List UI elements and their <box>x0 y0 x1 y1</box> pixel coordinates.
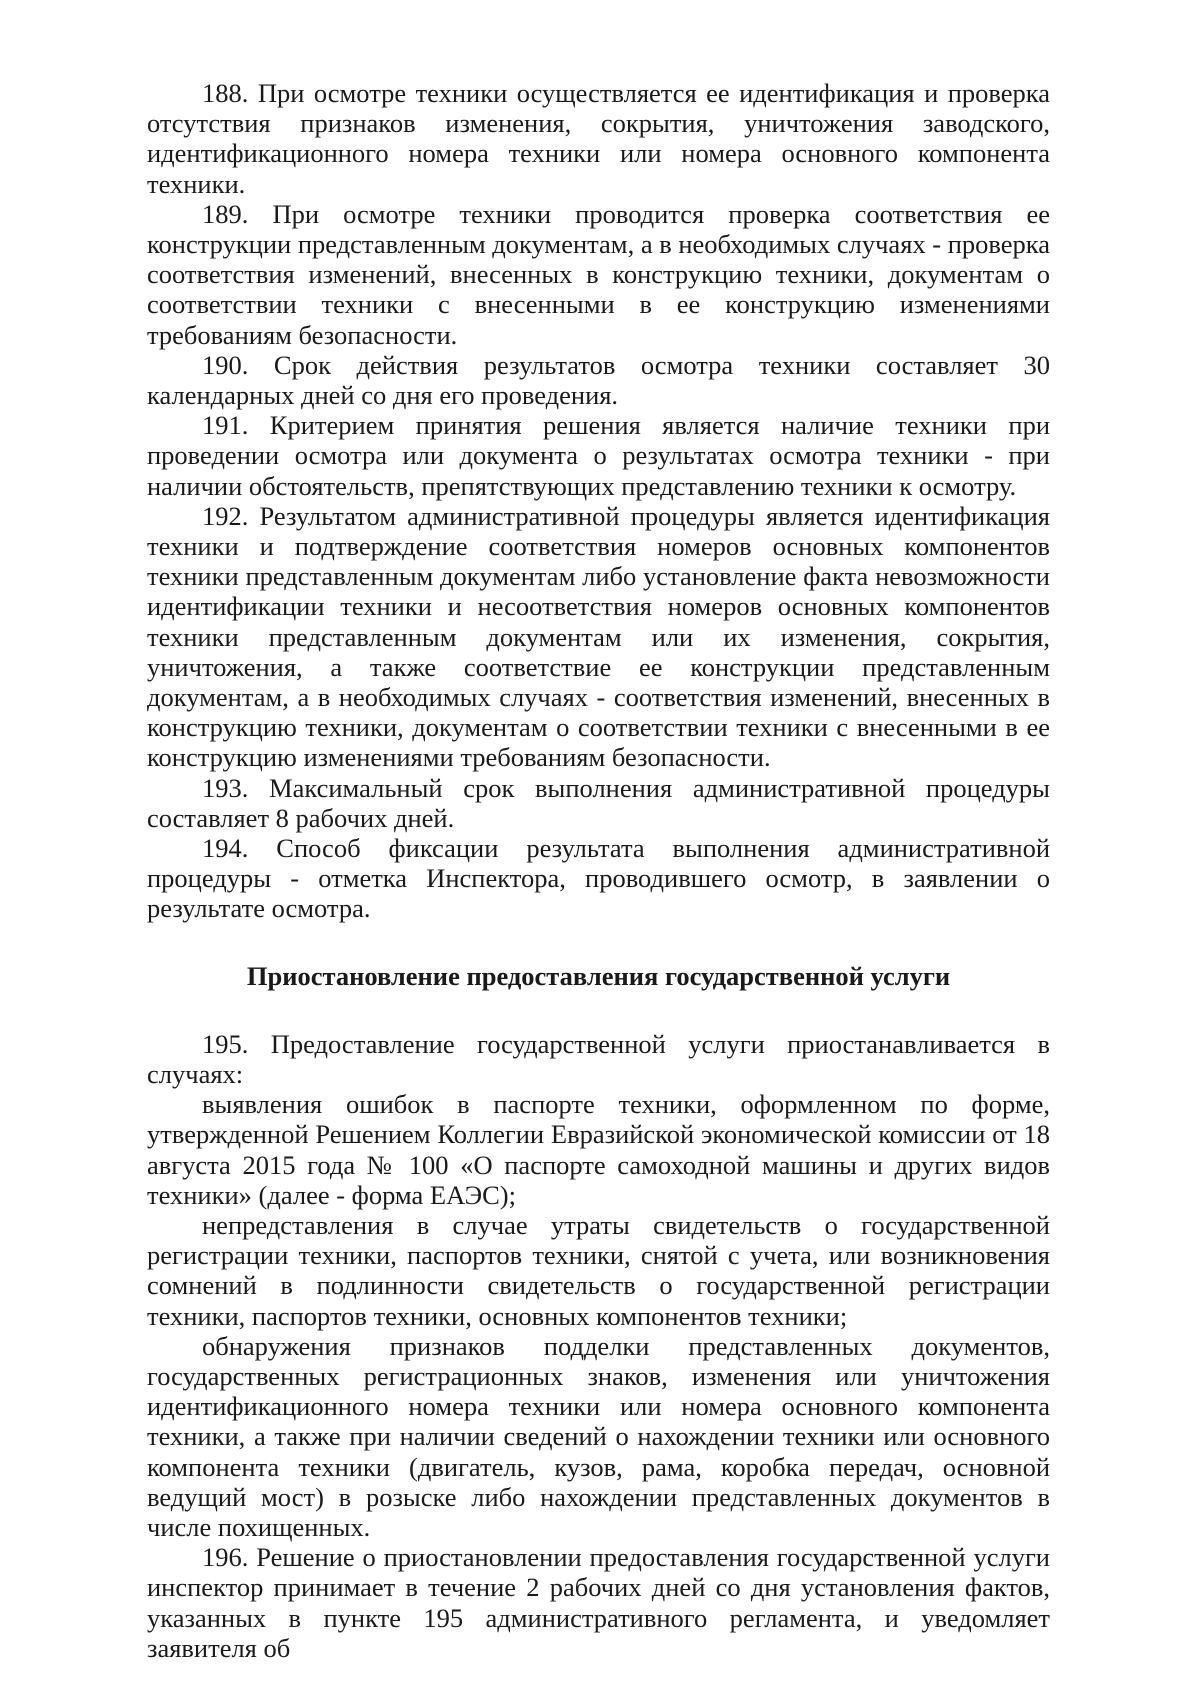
paragraph-193: 193. Максимальный срок выполнения административной процедуры составляет 8 рабочих дней. <box>147 772 1050 833</box>
document-page <box>147 78 1050 1663</box>
paragraph-196: 196. Решение о приостановлении предоставления государственной услуги инспектор принимает в течение 2 рабочих дней со дня установления фактов, указанных в пункте 195 административного регламента, и уведомляет заявителя об <box>147 1542 1050 1663</box>
paragraph-190: 190. Срок действия результатов осмотра техники составляет 30 календарных дней со дня его проведения. <box>147 349 1050 411</box>
paragraph-194: 194. Способ фиксации результата выполнения административной процедуры - отметка Инспектора, проводившего осмотр, в заявлении о результате осмотра. <box>147 833 1050 924</box>
paragraph-195-case-errors: выявления ошибок в паспорте техники, оформленном по форме, утвержденной Решением Коллегии Евразийской экономической комиссии от 18 августа 2015 года № 100 «О паспорте самоходной машины и других видов техники» (далее - форма ЕАЭС); <box>147 1089 1050 1210</box>
paragraph-192: 192. Результатом административной процедуры является идентификация техники и подтверждение соответствия номеров основных компонентов техники представленным документам либо установление факта невозможности идентификации техники и несоответствия номеров основных компонентов техники представленным документам или их изменения, сокрытия, уничтожения, а также соответствие ее конструкции представленным документам, а в необходимых случаях - соответствия изменений, внесенных в конструкцию техники, документам о соответствии техники с внесенными в ее конструкцию изменениями требованиям безопасности. <box>147 500 1050 773</box>
paragraph-189: 189. При осмотре техники проводится проверка соответствия ее конструкции представленным документам, а в необходимых случаях - проверка соответствия изменений, внесенных в конструкцию техники, документам о соответствии техники с внесенными в ее конструкцию изменениями требованиям безопасности. <box>147 198 1050 350</box>
paragraph-195-case-forgery: обнаружения признаков подделки представленных документов, государственных регистрационных знаков, изменения или уничтожения идентификационного номера техники или номера основного компонента техники, а также при наличии сведений о нахождении техники или основного компонента техники (двигатель, кузов, рама, коробка передач, основной ведущий мост) в розыске либо нахождении представленных документов в числе похищенных. <box>147 1330 1050 1542</box>
paragraph-195: 195. Предоставление государственной услуги приостанавливается в случаях: <box>147 1028 1050 1089</box>
paragraph-188: 188. При осмотре техники осуществляется ее идентификация и проверка отсутствия признаков изменения, сокрытия, уничтожения заводского, идентификационного номера техники или номера основного компонента техники. <box>147 78 1050 199</box>
section-heading: Приостановление предоставления государственной услуги <box>246 960 951 991</box>
paragraph-195-case-missing: непредставления в случае утраты свидетельств о государственной регистрации техники, паспортов техники, снятой с учета, или возникновения сомнений в подлинности свидетельств о государственной регистрации техники, паспортов техники, основных компонентов техники; <box>147 1209 1050 1331</box>
paragraph-191: 191. Критерием принятия решения является наличие техники при проведении осмотра или документа о результатах осмотра техники - при наличии обстоятельств, препятствующих представлению техники к осмотру. <box>147 410 1050 501</box>
